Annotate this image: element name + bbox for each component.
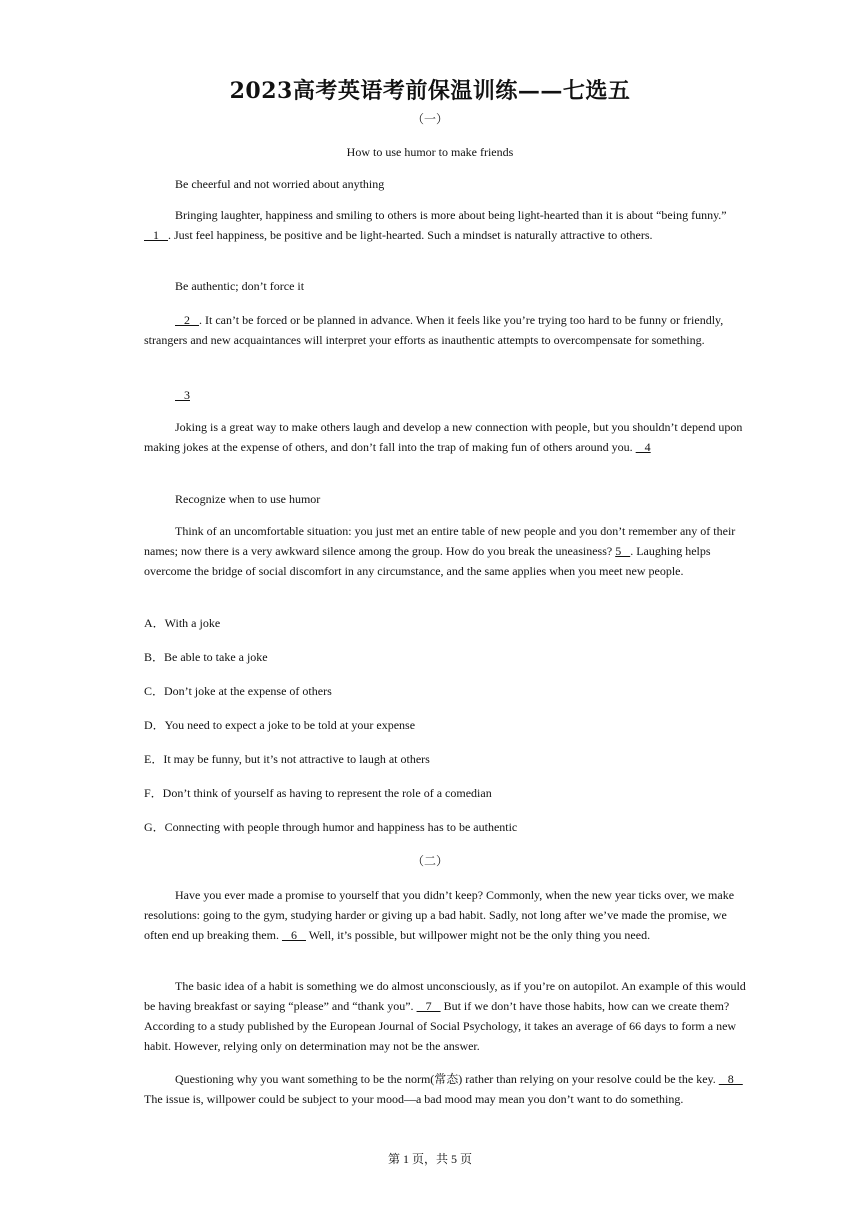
passage2-paragraph-1: Have you ever made a promise to yourself that you didn’t keep? Commonly, when the new year ticks over, we make resolutions: going to the gym, studying harder or giving up a bad habit. Sadly, not long after we’ve made the promise, we often end up breaking them. 6 Well, it’s possible, but willpower might not be the only thing you need.: [144, 888, 735, 942]
blank-4[interactable]: 4: [635, 440, 651, 454]
option-e: E．It may be funny, but it’s not attractive to laugh at others: [144, 752, 430, 766]
blank-5[interactable]: 5: [615, 544, 631, 558]
option-f: F．Don’t think of yourself as having to represent the role of a comedian: [144, 786, 492, 800]
blank-6[interactable]: 6: [281, 928, 306, 942]
paragraph-4: Think of an uncomfortable situation: you just met an entire table of new people and you don’t remember any of their names; now there is a very awkward silence among the group. How do you break the uneasiness? 5 . Laughing helps overcome the bridge of social discomfort in any circumstance, and the same applies when you meet new people.: [144, 524, 736, 578]
option-d: D．You need to expect a joke to be told at your expense: [144, 718, 416, 732]
section-marker-1: （一）: [411, 112, 448, 126]
blank-1[interactable]: 1: [144, 228, 168, 242]
section-marker-2: （二）: [411, 854, 448, 868]
blank-7[interactable]: 7: [416, 999, 441, 1013]
passage-title: How to use humor to make friends: [346, 145, 514, 159]
document-title: 2023高考英语考前保温训练——七选五: [229, 78, 631, 104]
heading-recognize: Recognize when to use humor: [175, 492, 321, 506]
heading-authentic: Be authentic; don’t force it: [175, 279, 305, 293]
page-footer: 第 1 页，共 5 页: [387, 1152, 472, 1166]
heading-cheerful: Be cheerful and not worried about anything: [175, 177, 385, 191]
paragraph-2: 2 . It can’t be forced or be planned in advance. When it feels like you’re trying too hard to be funny or friendly, strangers and new acquaintances will interpret your efforts as inauthentic attempts to overcompensate for something.: [144, 313, 724, 347]
option-a: A．With a joke: [144, 616, 221, 630]
blank-2[interactable]: 2: [175, 313, 199, 327]
passage2-paragraph-2: The basic idea of a habit is something we do almost unconsciously, as if you’re on autopilot. An example of this would be having breakfast or saying “please” and “thank you”. 7 But if we don’t have those habits, how can we create them? According to a study published by the European Journal of Social Psychology, it takes an average of 66 days to form a new habit. However, relying only on determination may not be the answer.: [144, 979, 746, 1053]
paragraph-3: Joking is a great way to make others laugh and develop a new connection with people, but you shouldn’t depend upon making jokes at the expense of others, and don’t fall into the trap of making fun of others around you. 4: [144, 420, 743, 454]
blank-3[interactable]: 3: [175, 388, 190, 402]
option-c: C．Don’t joke at the expense of others: [144, 684, 332, 698]
blank-8[interactable]: 8: [718, 1072, 743, 1086]
heading-blank-3: [144, 385, 748, 405]
passage2-paragraph-3: Questioning why you want something to be the norm(常态) rather than relying on your resolve could be the key. 8 The issue is, willpower could be subject to your mood—a bad mood may mean you don’t want to do something.: [144, 1072, 743, 1106]
option-b: B．Be able to take a joke: [144, 650, 268, 664]
option-g: G．Connecting with people through humor and happiness has to be authentic: [144, 820, 518, 834]
paragraph-1: Bringing laughter, happiness and smiling to others is more about being light-hearted than it is about “being funny.” 1 . Just feel happiness, be positive and be light-hearted. Such a mindset is naturally attractive to others.: [144, 208, 727, 242]
